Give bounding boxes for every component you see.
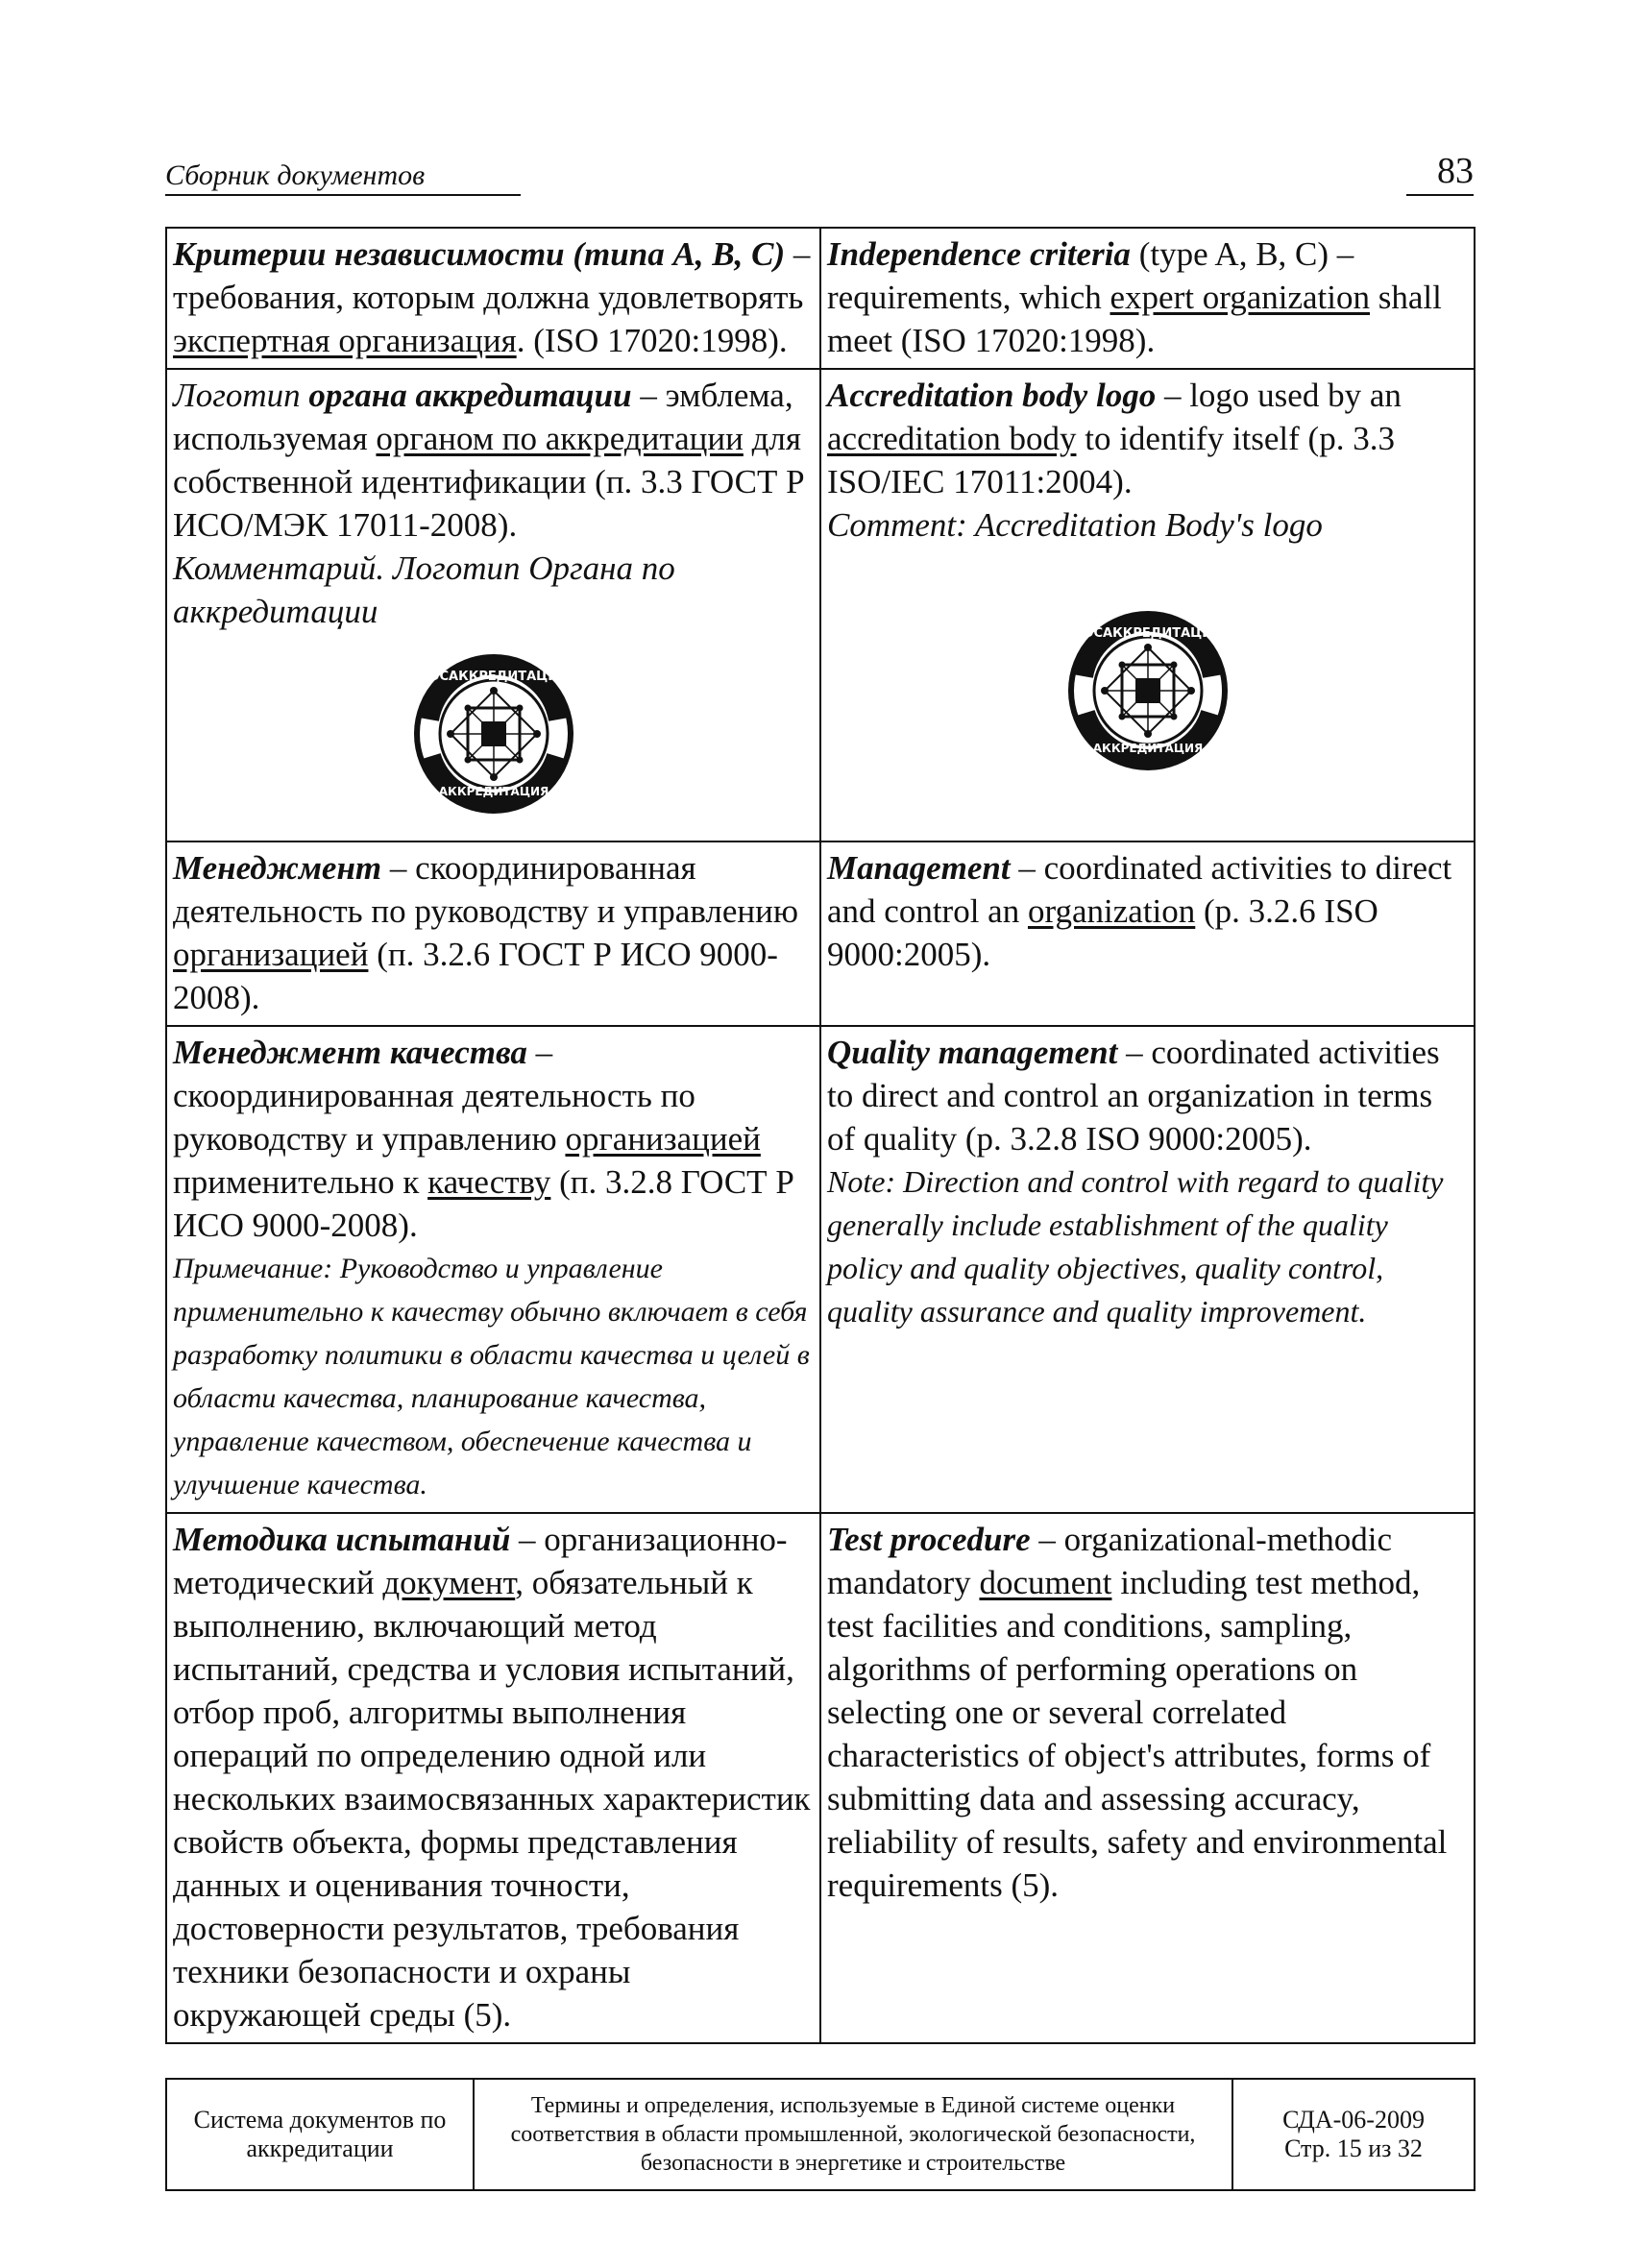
term-en: Quality management xyxy=(827,1034,1118,1071)
en-definition-cell xyxy=(820,1513,1475,2043)
definition-text: эмблема, используемая xyxy=(173,377,793,457)
header-rule-right xyxy=(1406,194,1474,196)
ru-definition-cell xyxy=(166,1513,820,2043)
table-row xyxy=(166,369,1475,841)
definition-text: скоординированная деятельность по руководству и управлению xyxy=(173,849,799,930)
ru-definition-cell xyxy=(166,1026,820,1513)
term-link: document xyxy=(979,1564,1112,1601)
dash: – xyxy=(785,235,811,273)
term-link: организацией xyxy=(173,936,369,973)
page-number: 83 xyxy=(1437,151,1474,191)
table-row xyxy=(166,1513,1475,2043)
page-header xyxy=(165,142,1474,196)
term-ru: Критерии независимости (типа А, В, С) xyxy=(173,235,786,273)
definition-text: – coordinated activities to direct and control an organization in terms of quality (p. 3.2.8 ISO 9000:2005). xyxy=(827,1034,1440,1158)
dash: – xyxy=(631,377,666,414)
definition-text: , обязательный к выполнению, включающий метод испытаний, средства и условия испытаний, отбор проб, алгоритмы выполнения операций по определению одной или нескольких взаимосвязанных характеристик свойств объекта, формы представления данных и оценивания точности, достоверности результатов, требования техники безопасности и охраны окружающей среды (5). xyxy=(173,1564,811,2034)
term-ru: Менеджмент качества xyxy=(173,1034,527,1071)
table-row xyxy=(166,1026,1475,1513)
accreditation-logo-icon xyxy=(412,652,575,816)
svg-text:РОСАККРЕДИТАЦИЯ: РОСАККРЕДИТАЦИЯ xyxy=(419,670,568,684)
definition-text: (п. 3.2.6 ГОСТ Р ИСО 9000-2008). xyxy=(173,936,778,1016)
en-definition-cell xyxy=(820,841,1475,1026)
definition-text: – logo used by an xyxy=(1156,377,1402,414)
logo-container xyxy=(173,633,814,835)
term-link: accreditation body xyxy=(827,420,1077,457)
definition-text: – organizational-methodic mandatory xyxy=(827,1521,1393,1601)
definition-text: shall meet (ISO 17020:1998). xyxy=(827,279,1442,359)
term-en: Independence criteria xyxy=(827,235,1131,273)
term-link: экспертная организация xyxy=(173,322,517,359)
page-footer xyxy=(165,2078,1475,2191)
dash: – xyxy=(381,849,416,887)
definition-text: (p. 3.2.6 ISO 9000:2005). xyxy=(827,892,1378,973)
svg-text:АККРЕДИТАЦИЯ: АККРЕДИТАЦИЯ xyxy=(438,785,549,798)
en-definition-cell xyxy=(820,228,1475,369)
footer-doc-code: СДА-06-2009 xyxy=(1282,2106,1425,2134)
ru-definition-cell xyxy=(166,228,820,369)
svg-text:АККРЕДИТАЦИЯ: АККРЕДИТАЦИЯ xyxy=(1092,742,1203,755)
term-ru-prefix: Логотип xyxy=(173,377,309,414)
definition-text: организационно-методический xyxy=(173,1521,788,1601)
svg-text:РОСАККРЕДИТАЦИЯ: РОСАККРЕДИТАЦИЯ xyxy=(1073,626,1222,641)
accreditation-logo-icon xyxy=(1066,609,1230,772)
table-row xyxy=(166,228,1475,369)
collection-title: Сборник документов xyxy=(165,159,426,191)
dash: – xyxy=(526,1034,553,1071)
definition-text: (type A, B, C) – requirements, which xyxy=(827,235,1354,316)
term-link: organization xyxy=(1027,892,1196,930)
ru-definition-cell xyxy=(166,369,820,841)
term-en: Test procedure xyxy=(827,1521,1031,1558)
footer-page-count: Стр. 15 из 32 xyxy=(1284,2134,1423,2162)
footer-series: Система документов по аккредитации xyxy=(166,2079,474,2190)
footer-doc-info xyxy=(1232,2079,1475,2190)
table-row xyxy=(166,841,1475,1026)
term-en: Management xyxy=(827,849,1011,887)
definition-text: требования, которым должна удовлетворять xyxy=(173,279,804,316)
term-ru: Методика испытаний xyxy=(173,1521,511,1558)
logo-container xyxy=(827,547,1468,792)
comment-ru: Комментарий. Логотип Органа по аккредитации xyxy=(173,549,675,630)
definition-text: . (ISO 17020:1998). xyxy=(516,322,788,359)
definition-text: (п. 3.2.8 ГОСТ Р ИСО 9000-2008). xyxy=(173,1163,794,1244)
dash: – xyxy=(510,1521,545,1558)
definition-text: для собственной идентификации (п. 3.3 ГОСТ Р ИСО/МЭК 17011-2008). xyxy=(173,420,805,544)
term-ru: органа аккредитации xyxy=(308,377,632,414)
header-rule-left xyxy=(165,194,521,196)
note-en: Note: Direction and control with regard to quality generally include establishment of the quality policy and quality objectives, quality control, quality assurance and quality improvement. xyxy=(827,1164,1444,1329)
definition-text: скоординированная деятельность по руководству и управлению xyxy=(173,1077,695,1158)
term-link: организацией xyxy=(565,1120,761,1158)
term-link: документ xyxy=(382,1564,516,1601)
comment-en: Comment: Accreditation Body's logo xyxy=(827,506,1323,544)
definition-text: – coordinated activities to direct and control an xyxy=(827,849,1452,930)
term-link: органом по аккредитации xyxy=(376,420,744,457)
note-ru: Примечание: Руководство и управление применительно к качеству обычно включает в себя разработку политики в области качества и целей в области качества, планирование качества, управление качеством, обеспечение качества и улучшение качества. xyxy=(173,1253,810,1500)
term-ru: Менеджмент xyxy=(173,849,382,887)
terms-table xyxy=(165,227,1475,2044)
definition-text: применительно к xyxy=(173,1163,428,1201)
footer-document-title: Термины и определения, используемые в Единой системе оценки соответствия в области промышленной, экологической безопасности, безопасности в энергетике и строительстве xyxy=(474,2079,1232,2190)
term-en: Accreditation body logo xyxy=(827,377,1157,414)
term-link: качеству xyxy=(427,1163,551,1201)
en-definition-cell xyxy=(820,369,1475,841)
definition-text: to identify itself (p. 3.3 ISO/IEC 17011:2004). xyxy=(827,420,1395,500)
ru-definition-cell xyxy=(166,841,820,1026)
en-definition-cell xyxy=(820,1026,1475,1513)
term-link: expert organization xyxy=(1110,279,1370,316)
definition-text: including test method, test facilities and conditions, sampling, algorithms of performing operations on selecting one or several correlated characteristics of object's attributes, forms of submitting data and assessing accuracy, reliability of results, safety and environmental requirements (5). xyxy=(827,1564,1448,1904)
